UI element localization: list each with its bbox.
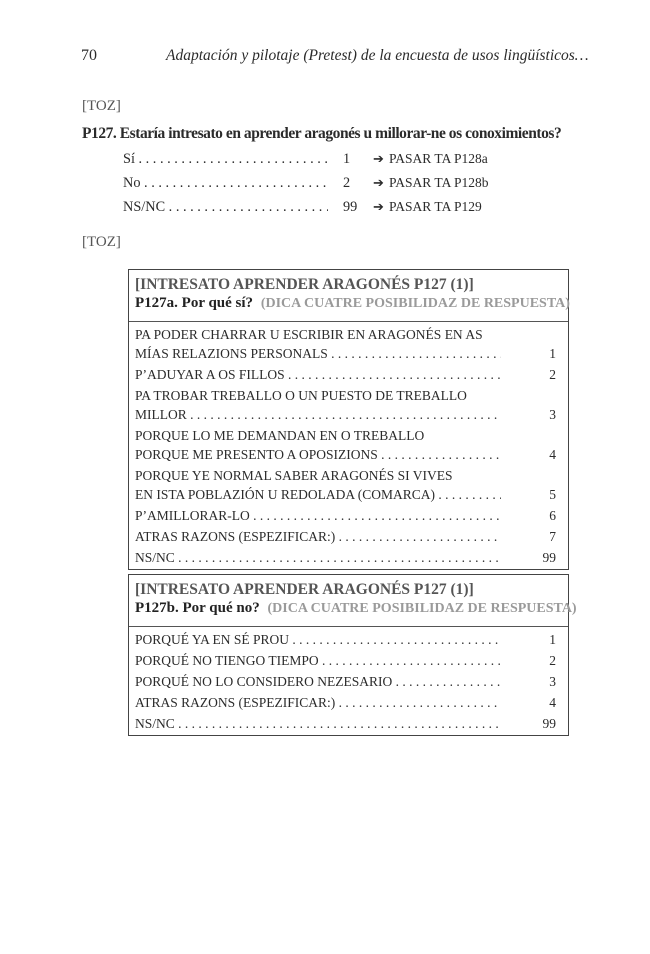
question-id: P127a. Por qué sí? [135,295,254,311]
list-item [135,365,562,384]
item-line: MILLOR . . . [135,405,501,424]
item-text [135,672,501,691]
item-code: 4 [549,695,556,710]
item-line: PORQUE ME PRESENTO A OPOSIZIONS . . . [135,445,501,464]
item-line: PORQUE LO ME DEMANDAN EN O TREBALLO [135,428,425,443]
list-item [135,651,562,670]
list-item [135,386,562,424]
list-item [135,548,562,567]
item-code: 99 [542,550,556,565]
answer-option [123,151,488,175]
running-head: Adaptación y pilotaje (Pretest) de la encuesta de usos lingüísticos… [166,47,589,64]
question-box-p127a [128,269,569,570]
skip-instruction: PASAR TA P129 [389,199,482,214]
list-item [135,630,562,649]
filter-condition: [INTRESATO APRENDER ARAGONÉS P127 (1)] [135,276,474,293]
list-item [135,325,562,363]
item-line: PORQUÉ YA EN SÉ PROU . . . [135,630,501,649]
item-code: 3 [549,407,556,422]
box-question [135,294,570,313]
box-question [135,599,577,618]
item-line: ATRAS RAZONS (ESPEZIFICAR:) . . . [135,693,501,712]
item-code: 1 [549,632,556,647]
item-line: P’AMILLORAR-LO . . . [135,506,501,525]
question-id: P127b. Por qué no? [135,600,260,616]
answer-option [123,175,489,199]
list-item [135,506,562,525]
list-item [135,693,562,712]
answer-code: 99 [343,199,358,215]
item-code: 7 [549,529,556,544]
question-box-p127b [128,574,577,736]
item-text [135,714,501,733]
answer-label: NS/NC . . . [123,199,328,216]
item-text [135,527,501,546]
answer-options [123,151,489,223]
answer-option [123,199,483,223]
section-tag: [TOZ] [82,234,121,250]
item-line: PORQUÉ NO LO CONSIDERO NEZESARIO . . . [135,672,501,691]
item-line: PORQUE YE NORMAL SABER ARAGONÉS SI VIVES [135,468,453,483]
list-item [135,426,562,464]
item-line: ATRAS RAZONS (ESPEZIFICAR:) . . . [135,527,501,546]
arrow-icon: ➔ [373,151,384,166]
item-text [135,325,501,363]
filter-condition: [INTRESATO APRENDER ARAGONÉS P127 (1)] [135,581,474,598]
question-p127: P127. Estaría intresato en aprender aragonés u millorar-ne os conoximientos? [82,125,562,142]
item-text [135,386,501,424]
item-text [135,630,501,649]
interviewer-instruction: (DICA CUATRE POSIBILIDAZ DE RESPUESTA) [260,296,570,311]
item-code: 4 [549,447,556,462]
item-text [135,365,501,384]
list-item [135,527,562,546]
item-text [135,548,501,567]
item-line: PORQUÉ NO TIENGO TIEMPO . . . [135,651,501,670]
list-item [135,466,562,504]
list-item [135,672,562,691]
item-line: EN ISTA POBLAZIÓN U REDOLADA (COMARCA) . . . [135,485,501,504]
item-line: PA TROBAR TREBALLO O UN PUESTO DE TREBALLO [135,388,467,403]
interviewer-instruction: (DICA CUATRE POSIBILIDAZ DE RESPUESTA) [267,601,577,616]
item-text [135,466,501,504]
answer-label: Sí . . . [123,151,328,168]
item-code: 2 [549,653,556,668]
item-text [135,651,501,670]
skip-instruction: PASAR TA P128a [389,151,488,166]
item-line: NS/NC . . . [135,714,501,733]
list-item [135,714,562,733]
item-line: MÍAS RELAZIONS PERSONALS . . . [135,344,501,363]
item-code: 2 [549,367,556,382]
item-code: 99 [542,716,556,731]
item-code: 1 [549,346,556,361]
item-line: PA PODER CHARRAR U ESCRIBIR EN ARAGONÉS EN AS [135,327,483,342]
answer-code: 2 [343,175,351,191]
arrow-icon: ➔ [373,199,384,214]
item-text [135,506,501,525]
section-tag: [TOZ] [82,98,121,114]
item-line: P’ADUYAR A OS FILLOS . . . [135,365,501,384]
answer-code: 1 [343,151,351,167]
item-code: 5 [549,487,556,502]
item-code: 6 [549,508,556,523]
arrow-icon: ➔ [373,175,384,190]
skip-instruction: PASAR TA P128b [389,175,489,190]
item-text [135,693,501,712]
answer-label: No . . . [123,175,328,192]
item-code: 3 [549,674,556,689]
page-number: 70 [81,47,97,64]
item-text [135,426,501,464]
item-line: NS/NC . . . [135,548,501,567]
